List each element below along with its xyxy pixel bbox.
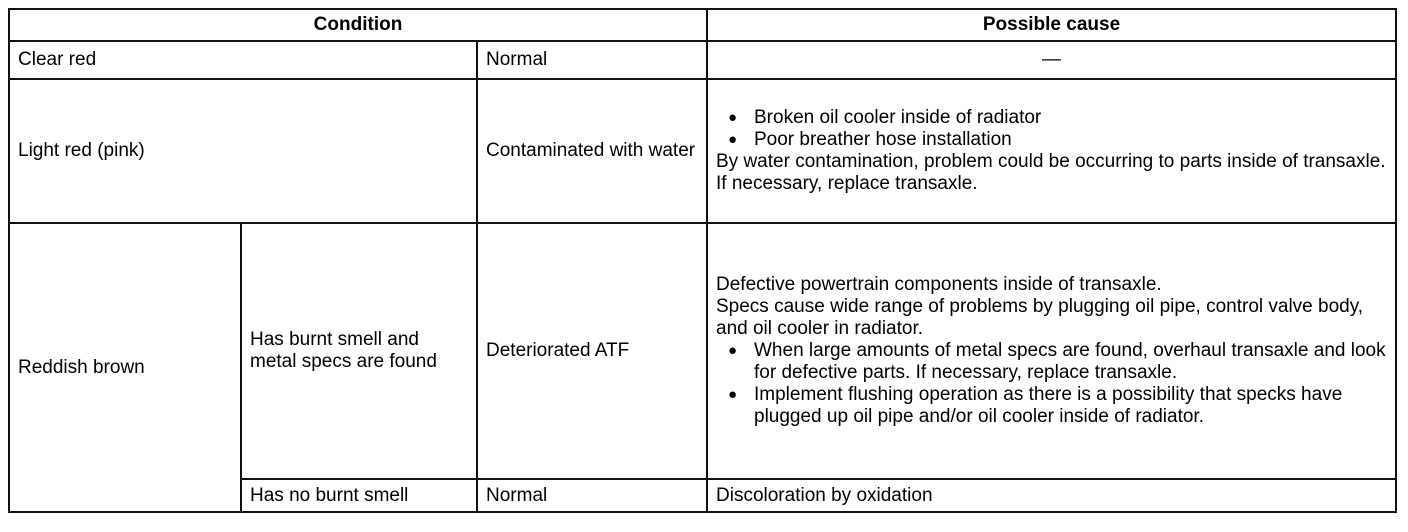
smell-cell: Has burnt smell and metal specs are found [241,223,477,479]
cause-cell: — [707,41,1396,79]
cause-text: By water contamination, problem could be occurring to parts inside of transaxle. [716,151,1386,172]
state-cell: Normal [477,479,707,512]
state-cell: Deteriorated ATF [477,223,707,479]
list-item: ● When large amounts of metal specs are found, overhaul transaxle and look for defective parts. If necessary, replace transaxle. [716,340,1387,384]
cause-text: Defective powertrain components inside of transaxle. [716,274,1162,295]
table-header-row [9,9,1396,41]
table-row-light-red [9,79,1396,223]
smell-cell: Has no burnt smell [241,479,477,512]
atf-condition-table [8,8,1397,513]
cause-bullet-list [716,340,1387,428]
color-cell: Light red (pink) [9,79,477,223]
cause-cell [707,223,1396,479]
cause-cell: Discoloration by oxidation [707,479,1396,512]
cause-bullet-list [716,107,1387,151]
list-item: ● Broken oil cooler inside of radiator [716,107,1387,129]
state-cell: Contaminated with water [477,79,707,223]
possible-cause-header: Possible cause [707,9,1396,41]
table-row-reddish-brown [9,223,1396,479]
atf-condition-table-wrapper [8,8,1395,513]
state-cell: Normal [477,41,707,79]
list-item: ● Poor breather hose installation [716,129,1387,151]
cause-text: If necessary, replace transaxle. [716,173,978,194]
color-cell: Clear red [9,41,477,79]
cause-cell [707,79,1396,223]
table-row-clear-red [9,41,1396,79]
cause-text: Specs cause wide range of problems by plugging oil pipe, control valve body, and oil cooler in radiator. [716,296,1364,339]
color-cell: Reddish brown [9,223,241,512]
list-item: ● Implement flushing operation as there is a possibility that specks have plugged up oil pipe and/or oil cooler inside of radiator. [716,384,1387,428]
condition-header: Condition [9,9,707,41]
